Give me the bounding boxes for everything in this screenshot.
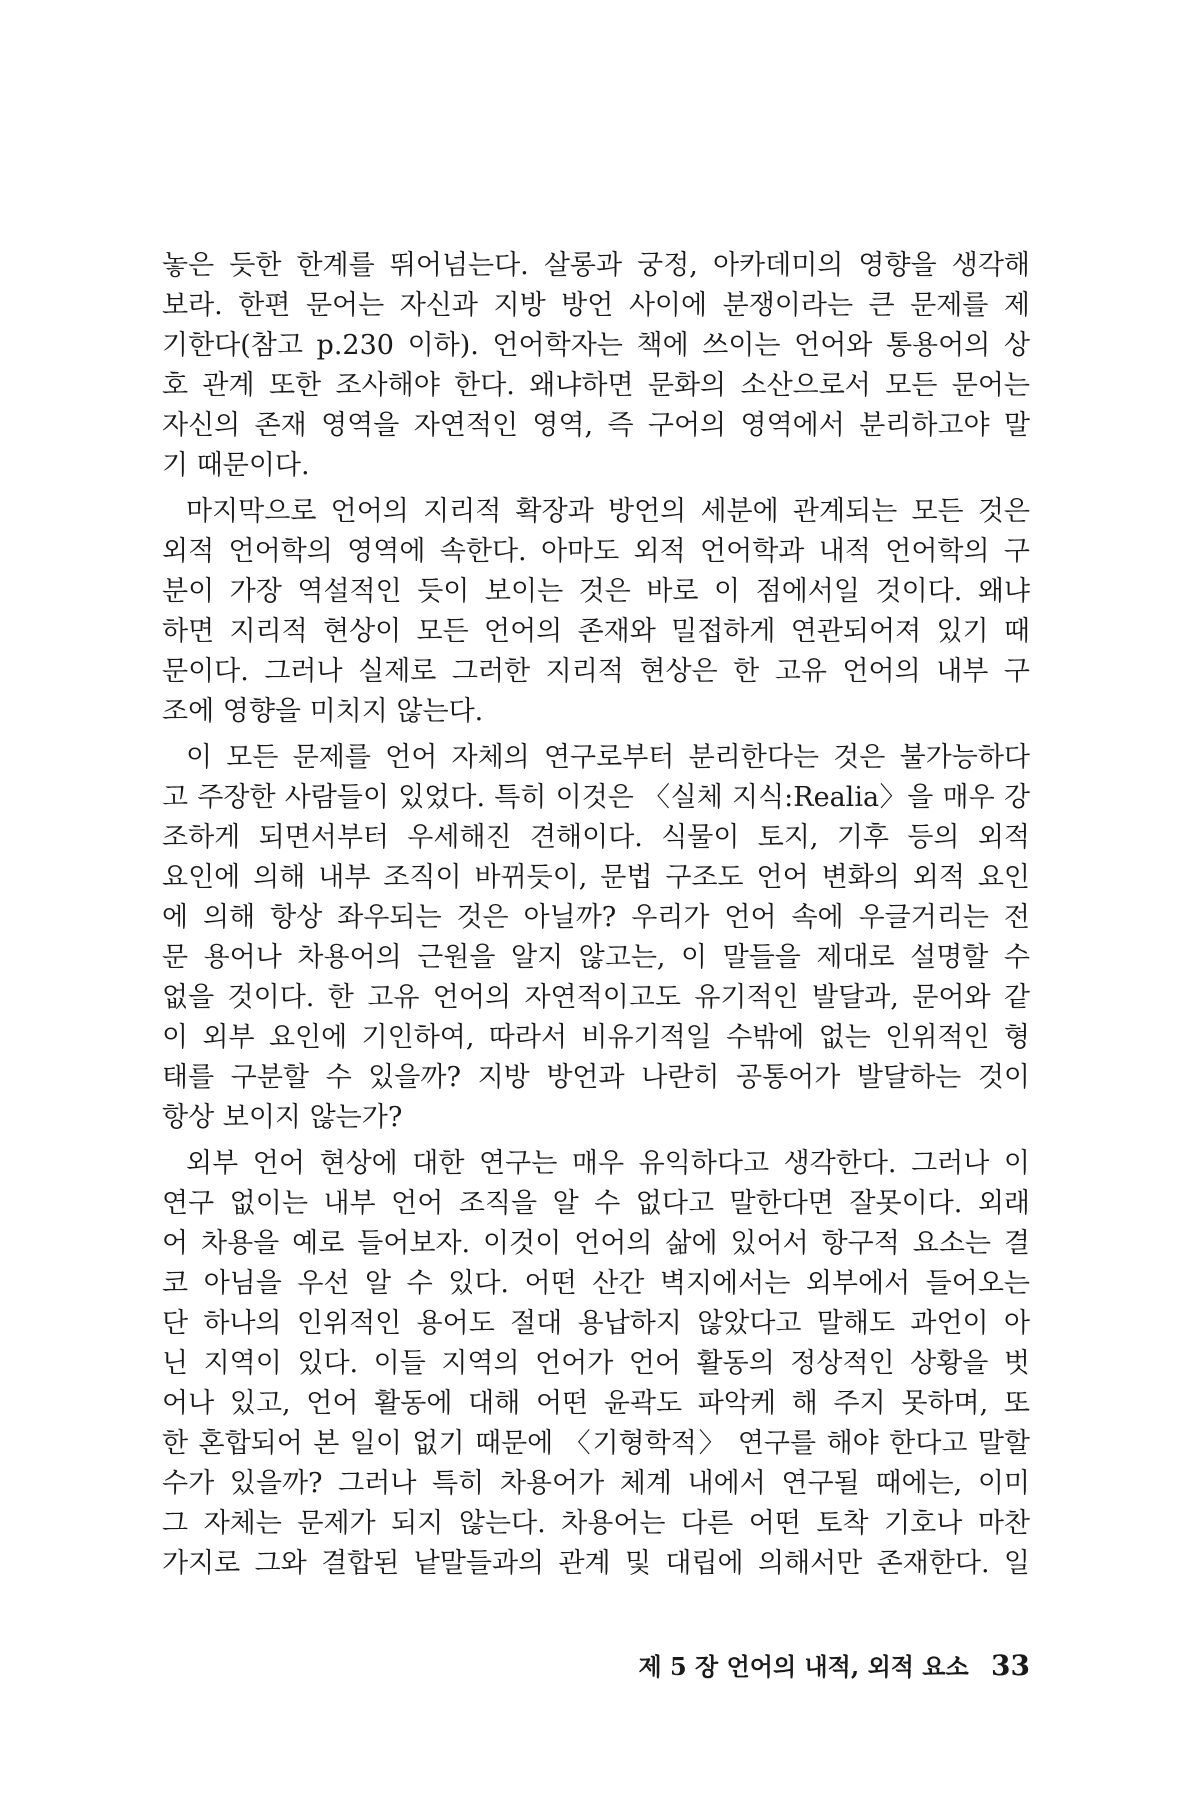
text-line: 분이 가장 역설적인 듯이 보이는 것은 바로 이 점에서일 것이다. 왜냐 [162,576,1030,607]
text-line: 조에 영향을 미치지 않는다. [162,696,484,727]
text-line: 문이다. 그러나 실제로 그러한 지리적 현상은 한 고유 언어의 내부 구 [162,656,1030,687]
text-line: 연구 없이는 내부 언어 조직을 알 수 없다고 말한다면 잘못이다. 외래 [162,1188,1030,1219]
text-line: 요인에 의해 내부 조직이 바뀌듯이, 문법 구조도 언어 변화의 외적 요인 [162,862,1030,893]
text-line: 수가 있을까? 그러나 특히 차용어가 체계 내에서 연구될 때에는, 이미 [162,1468,1030,1499]
page-number: 33 [991,1649,1030,1682]
text-line: 태를 구분할 수 있을까? 지방 방언과 나란히 공통어가 발달하는 것이 [162,1062,1030,1093]
text-line: 호 관계 또한 조사해야 한다. 왜냐하면 문화의 소산으로서 모든 문어는 [162,370,1030,401]
text-line: 없을 것이다. 한 고유 언어의 자연적이고도 유기적인 발달과, 문어와 같 [162,982,1030,1013]
running-head: 제 5 장 언어의 내적, 외적 요소 [638,1652,969,1681]
text-line: 기한다(참고 p.230 이하). 언어학자는 책에 쓰이는 언어와 통용어의 상 [162,330,1030,361]
text-line: 고 주장한 사람들이 있었다. 특히 이것은 〈실체 지식:Realia〉을 매우 강 [162,782,1030,813]
text-line: 외부 언어 현상에 대한 연구는 매우 유익하다고 생각한다. 그러나 이 [186,1148,1030,1179]
text-line: 기 때문이다. [162,450,310,481]
text-line: 한 혼합되어 본 일이 없기 때문에 〈기형학적〉 연구를 해야 한다고 말할 [162,1428,1030,1459]
text-line: 놓은 듯한 한계를 뛰어넘는다. 살롱과 궁정, 아카데미의 영향을 생각해 [162,250,1030,281]
text-line: 어나 있고, 언어 활동에 대해 어떤 윤곽도 파악케 해 주지 못하며, 또 [162,1388,1030,1419]
text-line: 하면 지리적 현상이 모든 언어의 존재와 밀접하게 연관되어져 있기 때 [162,616,1030,647]
text-line: 문 용어나 차용어의 근원을 알지 않고는, 이 말들을 제대로 설명할 수 [162,942,1030,973]
text-line: 마지막으로 언어의 지리적 확장과 방언의 세분에 관계되는 모든 것은 [186,496,1030,527]
text-line: 그 자체는 문제가 되지 않는다. 차용어는 다른 어떤 토착 기호나 마찬 [162,1508,1030,1539]
text-line: 조하게 되면서부터 우세해진 견해이다. 식물이 토지, 기후 등의 외적 [162,822,1030,853]
text-line: 외적 언어학의 영역에 속한다. 아마도 외적 언어학과 내적 언어학의 구 [162,536,1030,567]
text-line: 닌 지역이 있다. 이들 지역의 언어가 언어 활동의 정상적인 상황을 벗 [162,1348,1030,1379]
text-line: 가지로 그와 결합된 낱말들과의 관계 및 대립에 의해서만 존재한다. 일 [162,1548,1030,1579]
text-line: 항상 보이지 않는가? [162,1102,403,1133]
text-line: 에 의해 항상 좌우되는 것은 아닐까? 우리가 언어 속에 우글거리는 전 [162,902,1030,933]
page-footer [600,1646,1030,1686]
text-line: 자신의 존재 영역을 자연적인 영역, 즉 구어의 영역에서 분리하고야 말 [162,410,1030,441]
text-line: 이 외부 요인에 기인하여, 따라서 비유기적일 수밖에 없는 인위적인 형 [162,1022,1030,1053]
text-line: 코 아님을 우선 알 수 있다. 어떤 산간 벽지에서는 외부에서 들어오는 [162,1268,1030,1299]
text-line: 단 하나의 인위적인 용어도 절대 용납하지 않았다고 말해도 과언이 아 [162,1308,1030,1339]
text-line: 보라. 한편 문어는 자신과 지방 방언 사이에 분쟁이라는 큰 문제를 제 [162,290,1030,321]
text-line: 이 모든 문제를 언어 자체의 연구로부터 분리한다는 것은 불가능하다 [186,742,1030,773]
text-line: 어 차용을 예로 들어보자. 이것이 언어의 삶에 있어서 항구적 요소는 결 [162,1228,1030,1259]
